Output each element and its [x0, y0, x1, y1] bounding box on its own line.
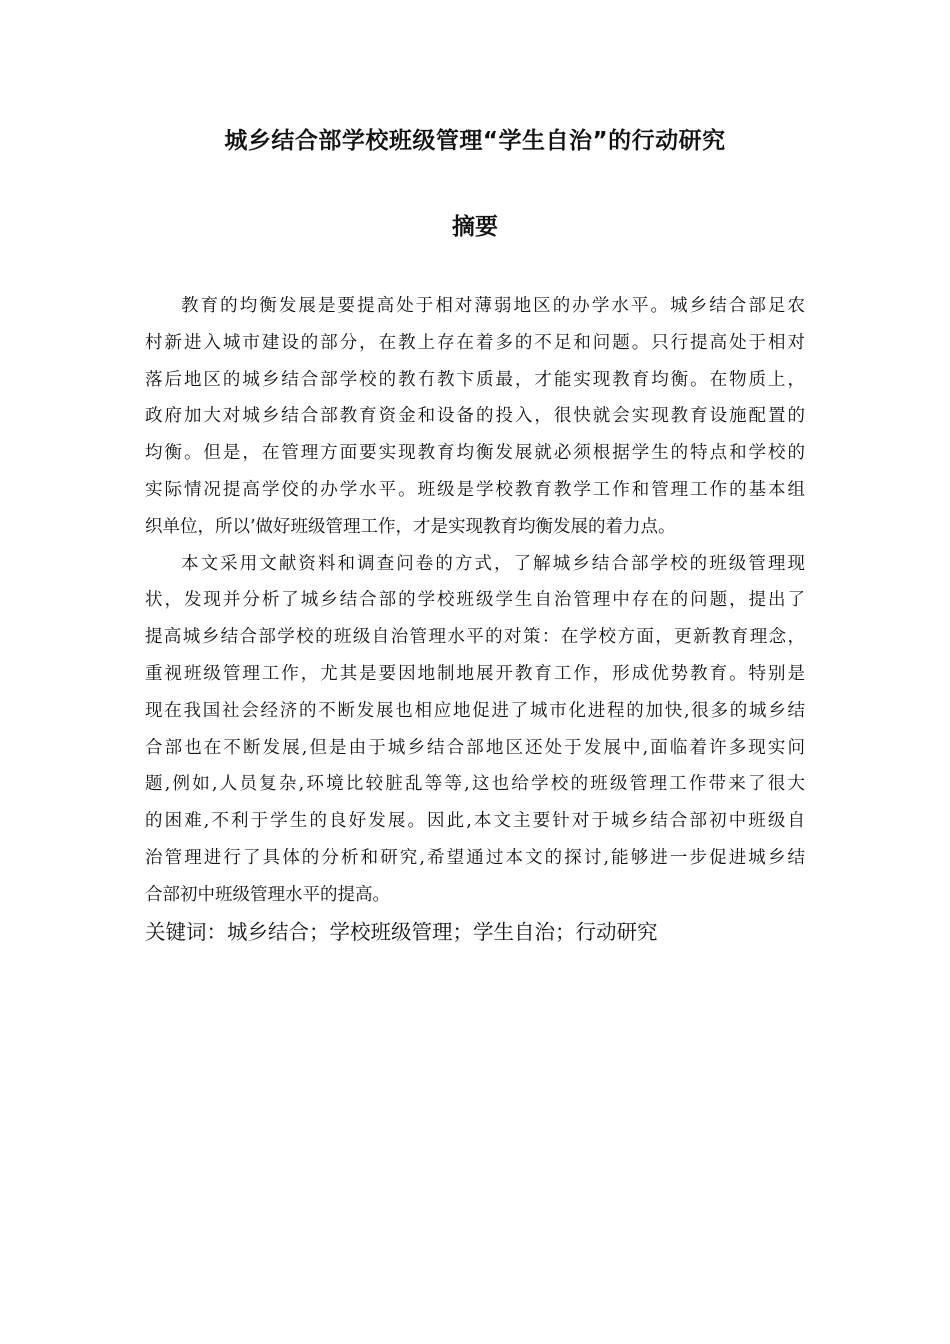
- keywords: 关键词：城乡结合；学校班级管理；学生自治；行动研究: [145, 919, 658, 944]
- paragraph-line: 织单位，所以’做好班级管理工作，才是实现教育均衡发展的着力点。: [145, 516, 676, 537]
- abstract-paragraph-2: [145, 546, 805, 914]
- paragraph-line: 均衡。但是，在管理方面要实现教育均衡发展就必须根据学生的特点和学校的: [145, 443, 805, 464]
- paragraph-line: 合部初中班级管理水平的提高。: [145, 884, 390, 905]
- abstract-paragraph-1: [145, 288, 805, 546]
- paragraph-line: 教育的均衡发展是要提高处于相对薄弱地区的办学水平。城乡结合部足农: [181, 296, 805, 316]
- paragraph-line: 的困难,不利于学生的良好发展。因此,本文主要针对于城乡结合部初中班级自: [145, 811, 805, 832]
- paragraph-line: 现在我国社会经济的不断发展也相应地促进了城市化进程的加快,很多的城乡结: [145, 700, 805, 721]
- abstract-body: [145, 288, 805, 950]
- document-title: 城乡结合部学校班级管理“学生自治”的行动研究: [224, 128, 726, 154]
- paragraph-line: 合部也在不断发展,但是由于城乡结合部地区还处于发展中,面临着许多现实问: [145, 737, 805, 758]
- paragraph-line: 题,例如,人员复杂,环境比较脏乱等等,这也给学校的班级管理工作带来了很大: [145, 774, 805, 795]
- paragraph-line: 本文采用文献资料和调查问卷的方式，了解城乡结合部学校的班级管理现: [181, 553, 805, 574]
- paragraph-line: 政府加大对城乡结合部教育资金和设备的投入，很快就会实现教育设施配置的: [145, 406, 805, 427]
- paragraph-line: 实际情况提高学佼的办学水平。班级是学校教育教学工作和管理工作的基本组: [145, 479, 805, 500]
- paragraph-line: 村新进入城市建设的部分，在教上存在着多的不足和问题。只行提高处于相对: [145, 332, 805, 353]
- paragraph-line: 重视班级管理工作，尤其是要因地制地展开教育工作，形成优势教育。特别是: [145, 663, 805, 684]
- paragraph-line: 提高城乡结合部学校的班级自治管理水平的对策：在学校方面，更新教育理念，: [145, 627, 805, 648]
- abstract-heading: 摘要: [452, 214, 498, 240]
- paragraph-line: 治管理进行了具体的分析和研究,希望通过本文的探讨,能够进一步促进城乡结: [145, 847, 805, 868]
- paragraph-line: 落后地区的城乡结合部学校的教冇教卞质最，才能实现教育均衡。在物质上，: [145, 369, 805, 390]
- paragraph-line: 状，发现并分析了城乡结合部的学校班级学生自治管理中存在的问题，提出了: [145, 590, 805, 611]
